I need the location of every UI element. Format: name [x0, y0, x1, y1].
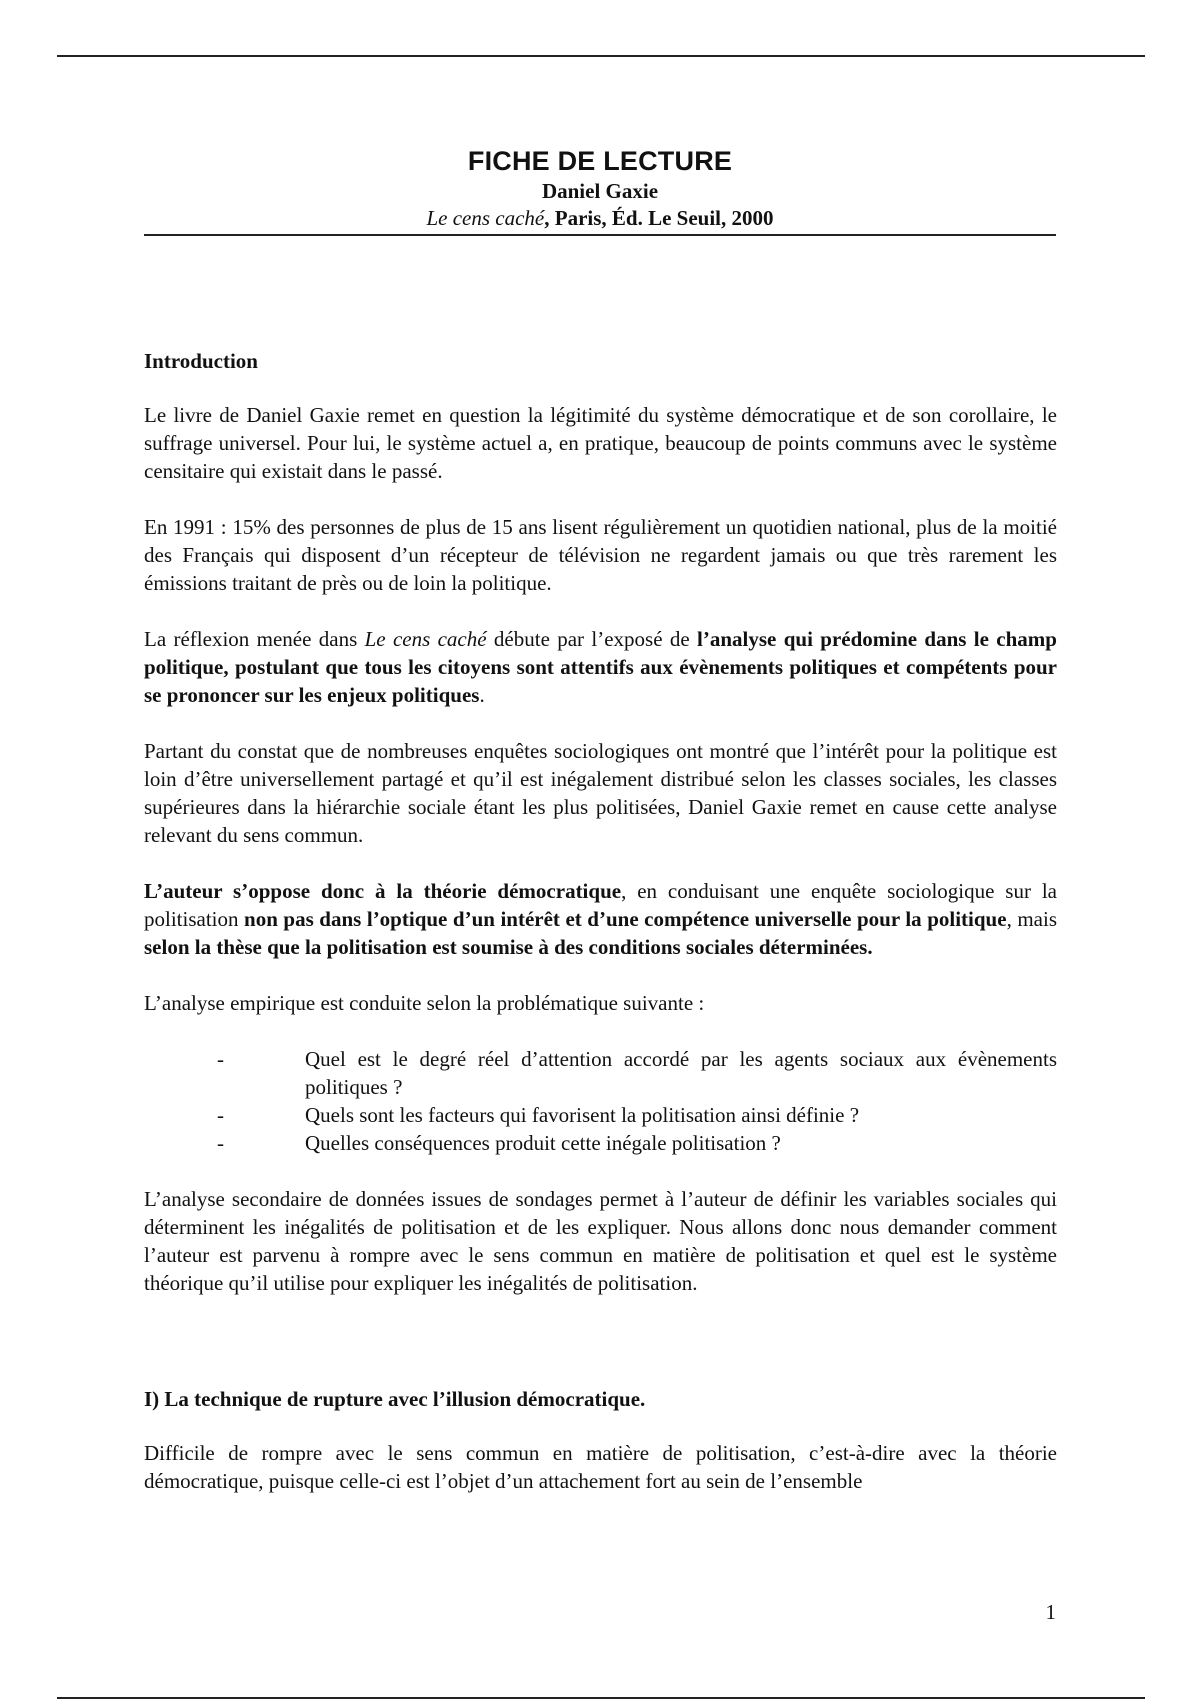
document-header [144, 144, 1056, 232]
book-title: Le cens caché [426, 206, 545, 230]
introduction-heading: Introduction [144, 349, 258, 373]
bold-run: selon la thèse que la politisation est soumise à des conditions sociales déterminées. [144, 935, 873, 959]
book-title-inline: Le cens caché [364, 627, 487, 651]
text-run: La réflexion menée dans [144, 627, 365, 651]
intro-paragraph-3 [144, 625, 1057, 709]
document-title: FICHE DE LECTURE [467, 146, 733, 176]
bottom-rule [57, 1697, 1145, 1699]
question-text: Quel est le degré réel d’attention accordé par les agents sociaux aux évènements politiques ? [305, 1047, 1057, 1099]
bold-run: l’analyse qui prédomine dans le champ politique, postulant que tous les citoyens sont attentifs aux évènements politiques et compétents pour se prononcer sur les enjeux politiques [144, 627, 1057, 707]
document-body [144, 347, 1057, 1495]
header-rule [144, 234, 1056, 236]
bullet-dash: - [217, 1131, 224, 1155]
book-publication: , Paris, Éd. Le Seuil, 2000 [544, 206, 774, 230]
intro-paragraph-5 [144, 877, 1057, 961]
question-text: Quels sont les facteurs qui favorisent la politisation ainsi définie ? [305, 1103, 860, 1127]
list-item [144, 1045, 1057, 1101]
top-rule [57, 55, 1145, 57]
book-author: Daniel Gaxie [541, 179, 659, 203]
section-1 [144, 1385, 1057, 1495]
research-questions-list [144, 1045, 1057, 1157]
intro-paragraph-7: L’analyse secondaire de données issues de sondages permet à l’auteur de définir les variables sociales qui déterminent les inégalités de politisation et de les expliquer. Nous allons donc nous demander comment l’auteur est parvenu à rompre avec le sens commun en matière de politisation et quel est le système théorique qu’il utilise pour expliquer les inégalités de politisation. [144, 1187, 1057, 1295]
intro-paragraph-6: L’analyse empirique est conduite selon la problématique suivante : [144, 991, 705, 1015]
intro-paragraph-4: Partant du constat que de nombreuses enquêtes sociologiques ont montré que l’intérêt pour la politique est loin d’être universellement partagé et qu’il est inégalement distribué selon les classes sociales, les classes supérieures dans la hiérarchie sociale étant les plus politisées, Daniel Gaxie remet en cause cette analyse relevant du sens commun. [144, 739, 1057, 847]
bold-run: L’auteur s’oppose donc à la théorie démocratique [144, 879, 622, 903]
text-run: , mais [1006, 907, 1058, 931]
intro-paragraph-1: Le livre de Daniel Gaxie remet en question la légitimité du système démocratique et de son corollaire, le suffrage universel. Pour lui, le système actuel a, en pratique, beaucoup de points communs avec le système censitaire qui existait dans le passé. [144, 403, 1057, 483]
page-number: 1 [1045, 1600, 1056, 1624]
intro-paragraph-2: En 1991 : 15% des personnes de plus de 15 ans lisent régulièrement un quotidien national, plus de la moitié des Français qui disposent d’un récepteur de télévision ne regardent jamais ou que très rarement les émissions traitant de près ou de loin la politique. [144, 515, 1057, 595]
text-run: , en conduisant une enquête sociologique sur la politisation [144, 879, 1058, 931]
list-item [144, 1101, 1057, 1129]
bullet-dash: - [217, 1103, 224, 1127]
text-run: débute par l’exposé de [486, 627, 698, 651]
section-1-heading: I) La technique de rupture avec l’illusion démocratique. [144, 1387, 646, 1411]
book-reference [144, 205, 1056, 232]
bullet-dash: - [217, 1047, 224, 1071]
section-1-paragraph-1: Difficile de rompre avec le sens commun en matière de politisation, c’est-à-dire avec la théorie démocratique, puisque celle-ci est l’objet d’un attachement fort au sein de l’ensemble [144, 1441, 1057, 1493]
text-run: . [479, 683, 485, 707]
list-item [144, 1129, 1057, 1157]
bold-run: non pas dans l’optique d’un intérêt et d’une compétence universelle pour la politique [244, 907, 1007, 931]
question-text: Quelles conséquences produit cette inégale politisation ? [305, 1131, 781, 1155]
